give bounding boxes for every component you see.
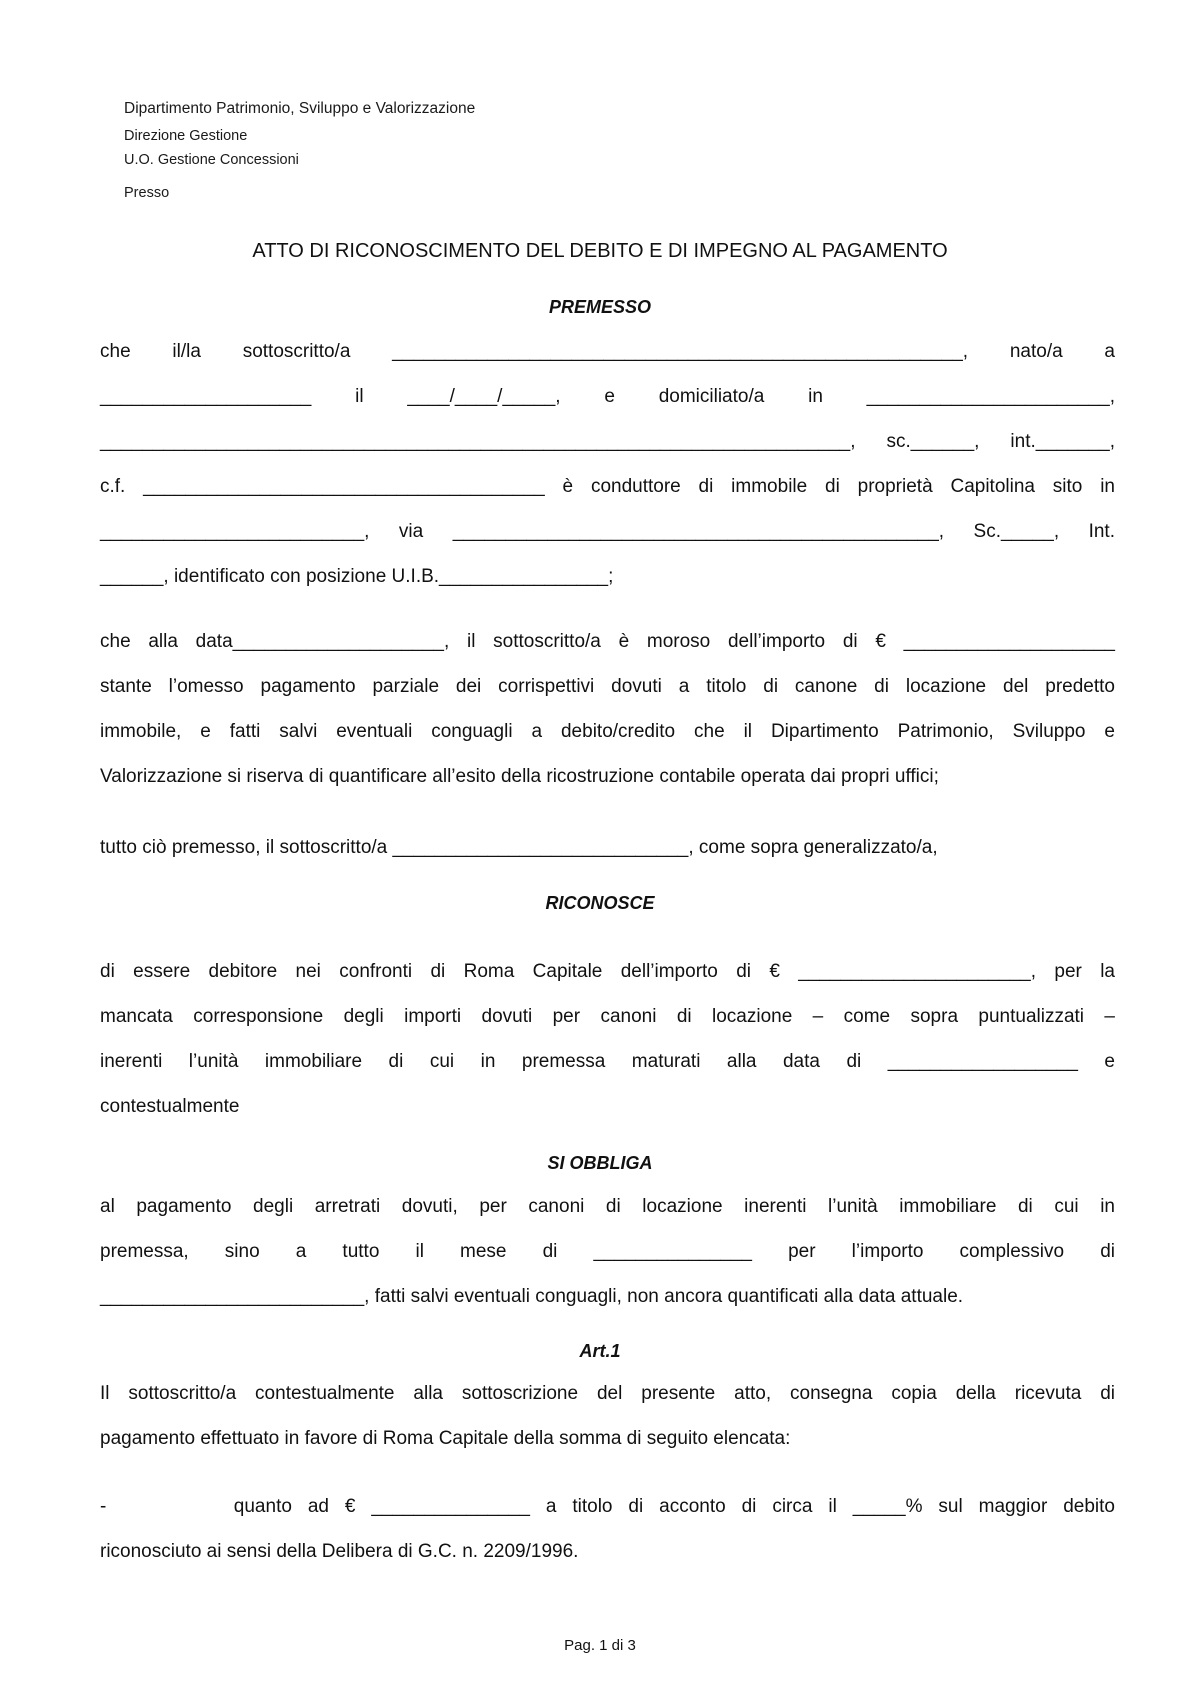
obbliga-line: premessa, sino a tutto il mese di _______________ per l’importo complessivo di (100, 1241, 1115, 1262)
riconosce-line: contestualmente (100, 1096, 240, 1117)
moroso-line: immobile, e fatti salvi eventuali conguagli a debito/credito che il Dipartimento Patrimonio, Sviluppo e (100, 721, 1115, 742)
art1-line: Il sottoscritto/a contestualmente alla sottoscrizione del presente atto, consegna copia della ricevuta di (100, 1383, 1115, 1404)
header-department: Dipartimento Patrimonio, Sviluppo e Valorizzazione (124, 100, 476, 117)
moroso-line: che alla data____________________, il sottoscritto/a è moroso dell’importo di € ____________________ (100, 631, 1115, 652)
art1-line: pagamento effettuato in favore di Roma Capitale della somma di seguito elencata: (100, 1428, 791, 1449)
premesso-line: che il/la sottoscritto/a ______________________________________________________, nato/a a (100, 341, 1115, 362)
riconosce-line: inerenti l’unità immobiliare di cui in premessa maturati alla data di __________________ e (100, 1051, 1115, 1072)
header-direction: Direzione Gestione (124, 128, 248, 144)
header-unit: U.O. Gestione Concessioni (124, 152, 299, 168)
moroso-line: stante l’omesso pagamento parziale dei corrispettivi dovuti a titolo di canone di locazione del predetto (100, 676, 1115, 697)
page-number: Pag. 1 di 3 (564, 1637, 636, 1654)
heading-si-obbliga: SI OBBLIGA (547, 1153, 653, 1173)
document-title: ATTO DI RICONOSCIMENTO DEL DEBITO E DI IMPEGNO AL PAGAMENTO (252, 240, 948, 262)
premesso-line: ______, identificato con posizione U.I.B.________________; (100, 566, 614, 587)
header-presso: Presso (124, 185, 170, 201)
obbliga-line: _________________________, fatti salvi eventuali conguagli, non ancora quantificati alla data attuale. (100, 1286, 964, 1307)
premesso-line: _______________________________________________________________________, sc.______, int._______, (100, 431, 1115, 452)
premesso-line: _________________________, via ______________________________________________, Sc._____, Int. (100, 521, 1115, 542)
premesso-line: c.f. ______________________________________ è conduttore di immobile di proprietà Capitolina sito in (100, 476, 1115, 497)
premesso-line: ____________________ il ____/____/_____, e domiciliato/a in _______________________, (100, 386, 1115, 407)
premesso-closing: tutto ciò premesso, il sottoscritto/a ____________________________, come sopra generalizzato/a, (100, 837, 938, 858)
moroso-line: Valorizzazione si riserva di quantificare all’esito della ricostruzione contabile operata dai propri uffici; (100, 766, 939, 787)
obbliga-line: al pagamento degli arretrati dovuti, per canoni di locazione inerenti l’unità immobiliare di cui in (100, 1196, 1115, 1217)
heading-riconosce: RICONOSCE (545, 893, 655, 913)
riconosce-line: mancata corresponsione degli importi dovuti per canoni di locazione – come sopra puntualizzati – (100, 1006, 1115, 1027)
heading-art1: Art.1 (579, 1341, 621, 1361)
heading-premesso: PREMESSO (548, 297, 652, 317)
bullet-line: riconosciuto ai sensi della Delibera di G.C. n. 2209/1996. (100, 1541, 579, 1562)
bullet-line: - quanto ad € _______________ a titolo di acconto di circa il _____% sul maggior debito (100, 1496, 1115, 1517)
riconosce-line: di essere debitore nei confronti di Roma Capitale dell’importo di € ______________________, per la (100, 961, 1115, 982)
